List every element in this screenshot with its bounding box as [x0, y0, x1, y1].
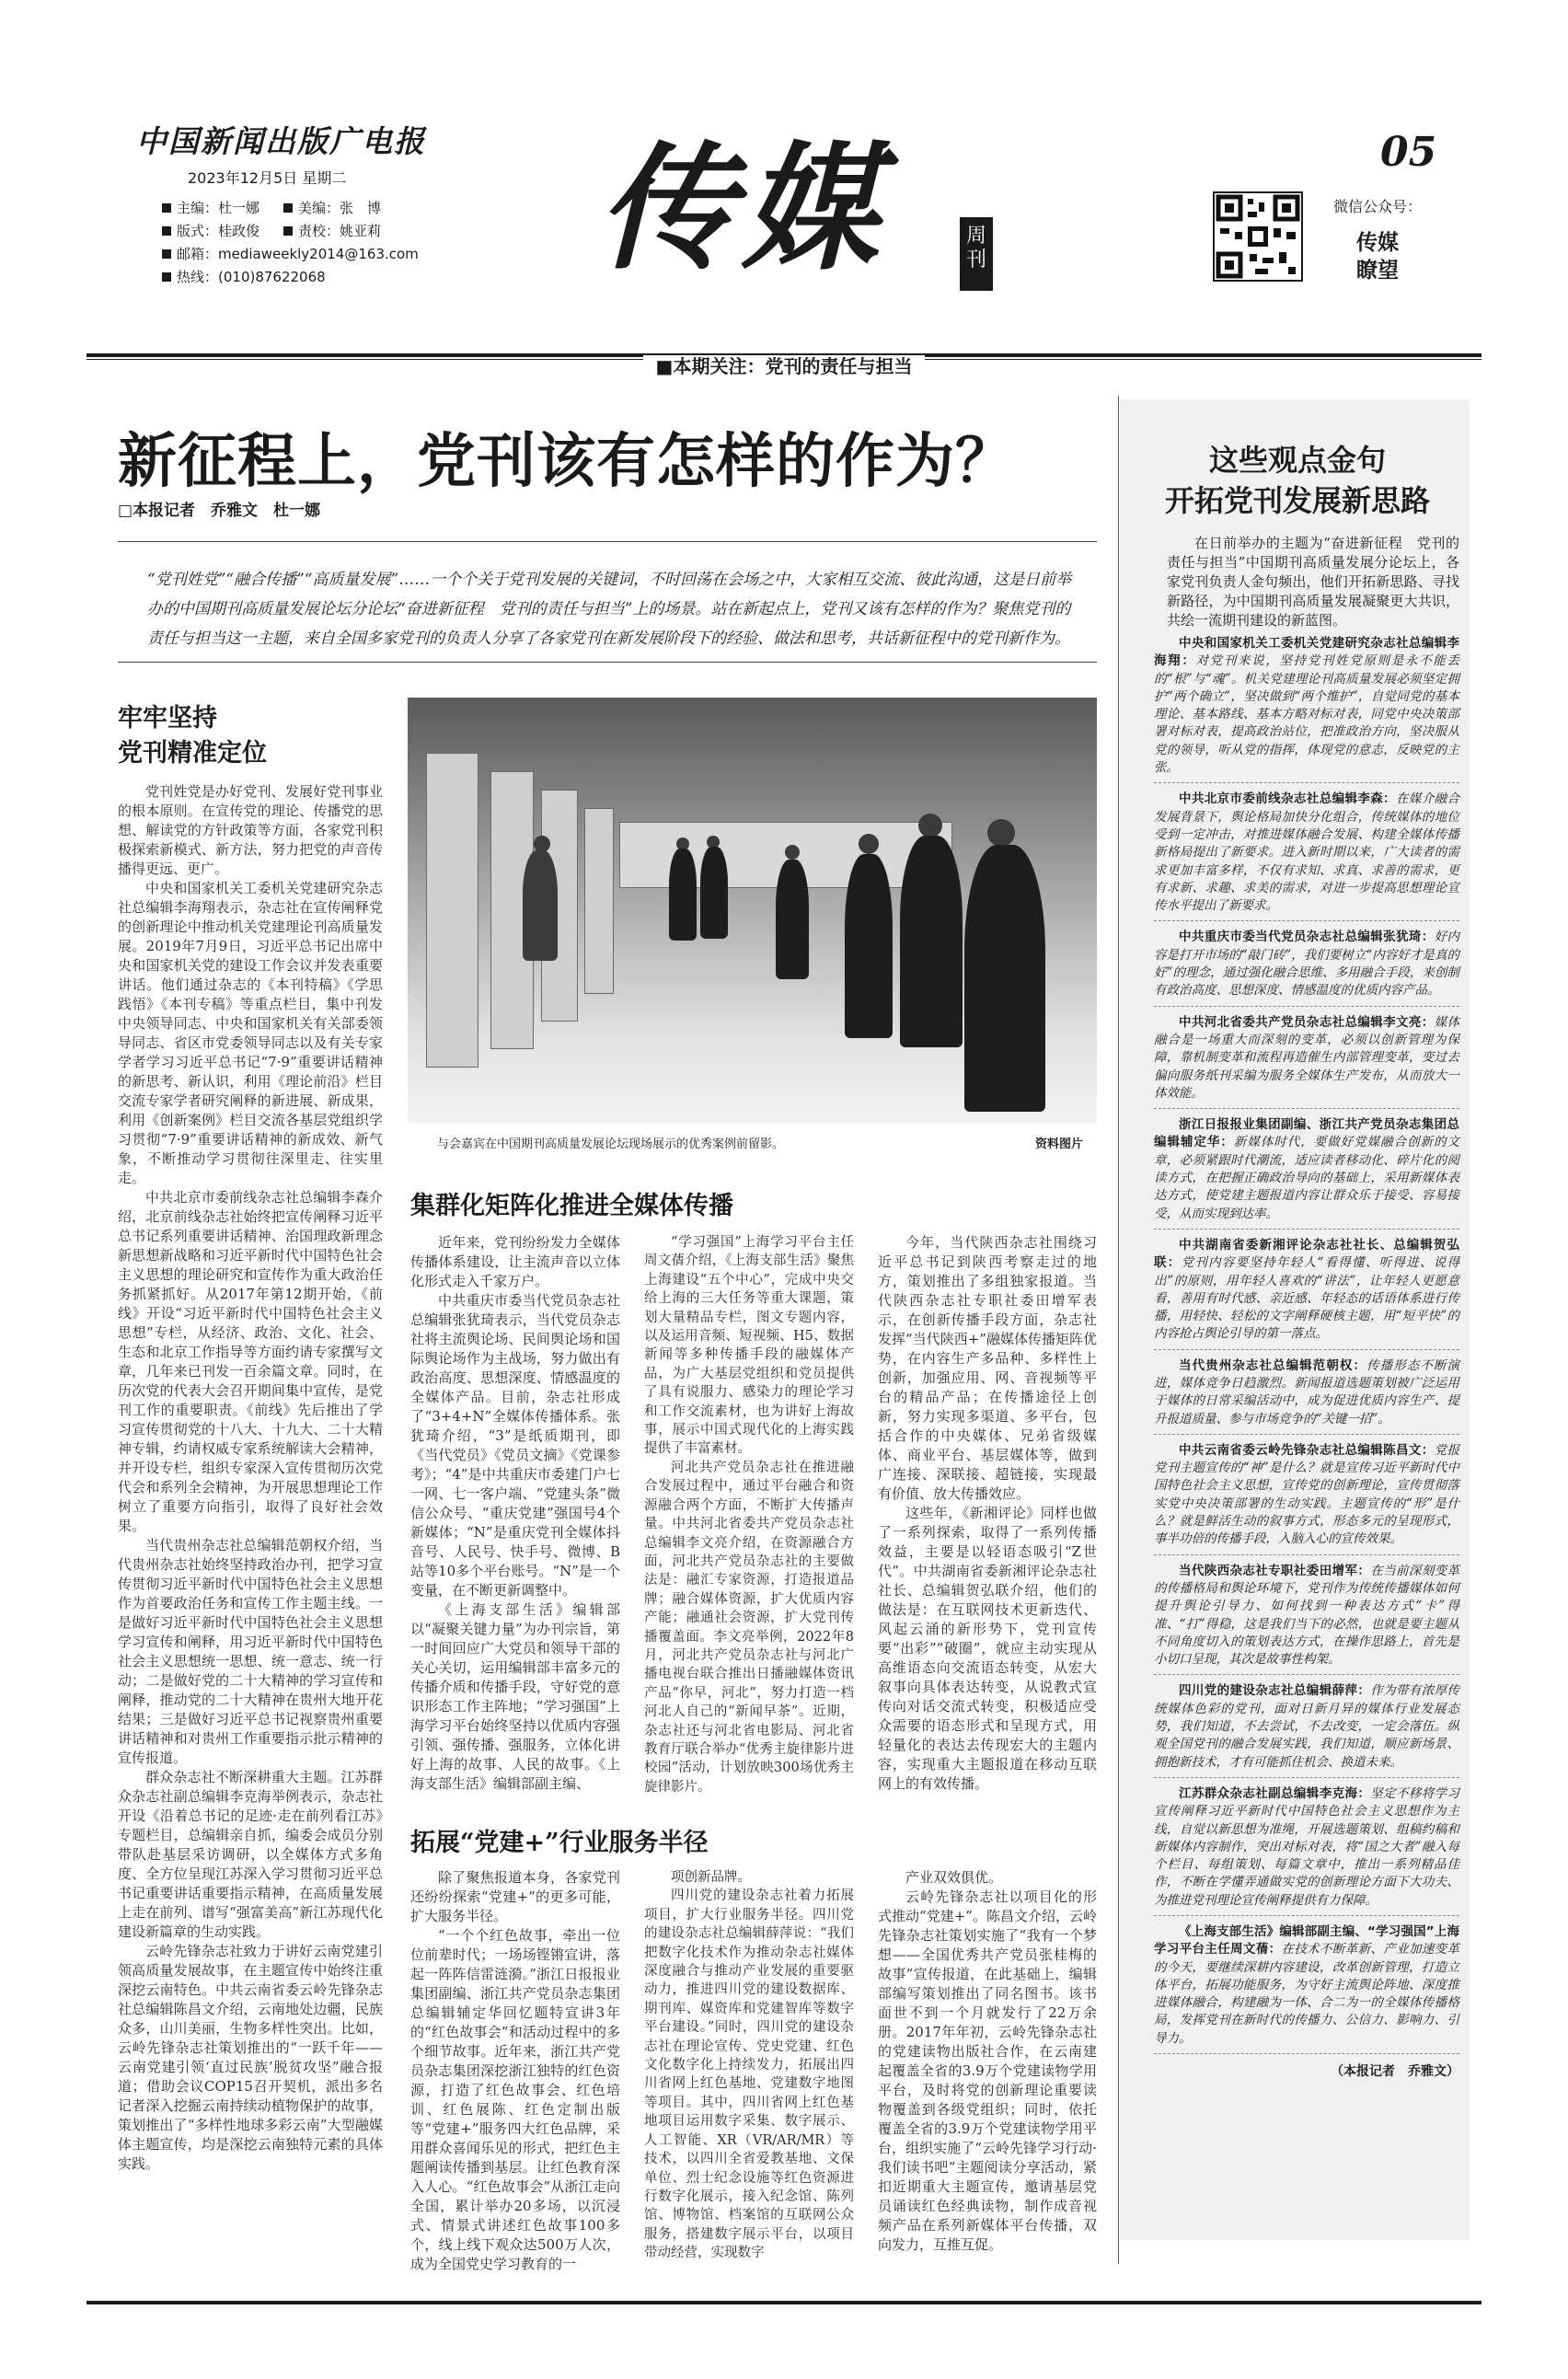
wechat-account	[1318, 195, 1437, 284]
footer-rule	[86, 2301, 1482, 2304]
sidebar-title	[1146, 440, 1449, 521]
quote-text: 坚定不移将学习宣传阐释习近平新时代中国特色社会主义思想作为主线，自觉以新思想为准绳，开展选题策划、组稿约稿和新媒体内容制作，突出对标对表，将“国之大者”融入每个栏目、每组策划、每篇文章中，推出一系列精品佳作，不断在学懂弄通做实党的创新理论方面下大功夫、为推进党刊理论宣传阐释提供有力保障。	[1154, 1785, 1460, 1908]
staff-entry	[162, 197, 259, 220]
paragraph: 中共重庆市委当代党员杂志社总编辑张犹琦表示，当代党员杂志社将主流舆论场、民间舆论场和国际舆论场作为主战场，努力做出有政治高度、思想深度、情感温度的全媒体产品。目前，杂志社形成了“3+4+N”全媒体传播体系。张犹琦介绍，“3”是纸质期刊，即《当代党员》《党员文摘》《党课参考》；“4”是中共重庆市委建门户七一网、七一客户端、“党建头条”微信公众号、“重庆党建”强国号4个新媒体；“N”是重庆党刊全媒体抖音号、人民号、快手号、微博、B站等10多个平台账号。“N”是一个变量，在不断更新调整中。	[410, 1292, 620, 1599]
paragraph: 云岭先锋杂志社致力于讲好云南党建引领高质量发展故事，在主题宣传中始终注重深挖云南特色。中共云南省委云岭先锋杂志社总编辑陈昌文介绍，云南地处边疆，民族众多，山川美丽，生物多样性突出。比如，云岭先锋杂志社策划推出的“一跃千年——云南党建引领‘直过民族’脱贫攻坚”融合报道；借助会议COP15召开契机，派出多名记者深入挖掘云南持续动植物保护的故事，策划推出了“多样性地球多彩云南”大型融媒体主题宣传，均是深挖云南独特元素的具体实践。	[118, 1943, 383, 2172]
paragraph: 云岭先锋杂志社以项目化的形式推动“党建+”。陈昌文介绍，云岭先锋杂志社策划实施了“我有一个梦想——全国优秀共产党员张桂梅的故事”宣传报道，在此基础上，编辑部编写策划推出了同名图书。该书面世不到一个月就发行了22万余册。2017年年初，云岭先锋杂志社的党建读物出版社合作，在云南建起覆盖全省的3.9万个党建读物学用平台，及时将党的创新理论重要读物覆盖到各级党组织；同时，依托覆盖全省的3.9万个党建读物学用平台，组织实施了“云岭先锋学习行动·我们读书吧”主题阅读分享活动，紧扣近期重大主题宣传，邀请基层党员诵读红色经典读物，制作成音视频产品在系列新媒体平台传播，双向发力，互推互促。	[878, 1888, 1097, 2253]
newspaper-brand: 中国新闻出版广电报	[136, 123, 426, 159]
weekly-badge: 周刊	[960, 217, 993, 291]
wechat-name-line: 瞭望	[1356, 259, 1399, 283]
section1-body	[118, 782, 383, 2282]
focus-banner-text: ■本期关注：党刊的责任与担当	[643, 355, 926, 377]
sidebar-quote	[1154, 1682, 1459, 1777]
section3-col3	[878, 1868, 1097, 2273]
paragraph: 河北共产党员杂志社在推进融合发展过程中，通过平台融合和资源融合两个方面，不断扩大传播声量。中共河北省委共产党员杂志社总编辑李文亮介绍，在资源融合方面，河北共产党员杂志社的主要做法是：融汇专家资源，打造报道品牌；融合媒体资源，扩大优质内容产能；融通社会资源，扩大党刊传播覆盖面。李文亮举例，2022年8月，河北共产党员杂志社与河北广播电视台联合推出日播融媒体资讯产品“你早，河北”，努力打造一档河北人自己的“新闻早茶”。近期，杂志社还与河北省电影局、河北省教育厅联合举办“优秀主旋律影片进校园”活动，计划放映300场优秀主旋律影片。	[644, 1460, 854, 1795]
section-heading-positioning-line: 党刊精准定位	[118, 739, 267, 768]
section2-col3	[878, 1233, 1097, 1804]
section3-col2	[644, 1868, 854, 2273]
quote-text: 在媒介融合发展背景下，舆论格局加快分化组合，传统媒体的地位受到一定冲击，对推进媒体融合发展、构建全媒体传播新格局提出了新要求。进入新时期以来，广大读者的需求更加丰富多样，不仅有求知、求真、求善的需求，更有求新、求趣、求美的需求，对进一步提高思想理论宣传水平提出了新要求。	[1154, 791, 1460, 914]
quote-speaker: 四川党的建设杂志社总编辑薛萍：	[1179, 1683, 1371, 1699]
sidebar-quote	[1154, 1442, 1459, 1555]
quote-speaker: 中央和国家机关工委机关党建研究杂志社总编辑李海翔：	[1154, 636, 1459, 669]
event-photo	[408, 698, 1097, 1123]
wechat-label: 微信公众号：	[1332, 198, 1422, 215]
article-byline: □本报记者 乔雅文 杜一娜	[118, 502, 321, 520]
paragraph: 《上海支部生活》编辑部以“凝聚关键力量”为办刊宗旨，第一时间回应广大党员和领导干部的关心关切，运用编辑部丰富多元的传播介质和传播手段，守好党的意识形态工作主阵地；“学习强国”上海学习平台始终坚持以优质内容强引领、强传播、强服务，立体化讲好上海的故事、人民的故事。《上海支部生活》编辑部副主编、	[410, 1601, 620, 1792]
paragraph: 中共北京市委前线杂志社总编辑李森介绍，北京前线杂志社始终把宣传阐释习近平总书记系列重要讲话精神、治国理政新理念新思想新战略和习近平新时代中国特色社会主义思想的理论研究和宣传作为重大政治任务抓紧抓好。从2017年第12期开始，《前线》开设“习近平新时代中国特色社会主义思想”专栏，从经济、政治、文化、社会、生态和北京工作指导等方面约请专家撰写文章，几年来已刊发一百余篇文章。同时，在历次党的代表大会召开期间集中宣传，是党刊工作的重要职责。《前线》先后推出了学习宣传贯彻党的十八大、十九大、二十大精神专辑，约请权威专家系统解读大会精神，并开设专栏，组织专家深入宣传贯彻历次党代会和系列全会精神，为开展思想理论工作树立了重要方向指引，取得了良好社会效果。	[118, 1189, 383, 1534]
staff-row	[162, 197, 440, 220]
wechat-name	[1318, 229, 1437, 284]
quote-speaker: 中共重庆市委当代党员杂志社总编辑张犹琦：	[1179, 930, 1435, 945]
sidebar-quote	[1154, 929, 1459, 1006]
paragraph: 产业双效俱优。	[905, 1869, 1003, 1886]
bullet-square-icon	[162, 272, 171, 282]
staff-text: 美编：张 博	[298, 200, 382, 216]
wechat-name-line: 传媒	[1356, 231, 1399, 255]
staff-text: 主编：杜一娜	[177, 200, 260, 216]
paragraph: 中央和国家机关工委机关党建研究杂志社总编辑李海翔表示，杂志社在宣传阐释党的创新理论中推动机关党建理论刊高质量发展。2019年7月9日，习近平总书记出席中央和国家机关党的建设工作会议并发表重要讲话。他们通过杂志的《本刊特稿》《学思践悟》《本刊专稿》等重点栏目，集中刊发中央领导同志、中央和国家机关有关部委领导同志、省区市党委领导同志以及有关专家学者学习习近平总书记“7·9”重要讲话精神的新思考、新认识，利用《理论前沿》栏目交流专家学者研究阐释的新进展、新成果，利用《创新案例》栏目交流各基层党组织学习贯彻“7·9”重要讲话精神的新成效、新气象，不断推动学习贯彻往深里走、往实里走。	[118, 880, 383, 1186]
staff-text: 责校：姚亚莉	[298, 223, 382, 239]
paragraph: 除了聚焦报道本身，各家党刊还纷纷探索“党建+”的更多可能，扩大服务半径。	[410, 1869, 620, 1924]
paragraph: “一个个红色故事，牵出一位位前辈时代；一场场铿锵宣讲，落起一阵阵信雷涟漪。”浙江日报报业集团副编、浙江共产党员杂志集团总编辑辅定华回忆题特宣讲3年的“红色故事会”和活动过程中的多个细节故事。近年来，浙江共产党员杂志集团深挖浙江独特的红色资源，打造了红色故事会、红色培训、红色展陈、红色定制出版等“党建+”服务四大红色品牌，采用群众喜闻乐见的形式，把红色主题阐读传播到基层。让红色教育深入人心。“红色故事会”从浙江走向全国，累计举办20多场，以沉浸式、情景式讲述红色故事100多个，线上线下观众达500万人次，成为全国党史学习教育的一	[410, 1927, 620, 2272]
quote-text: 新媒体时代，要做好党媒融合创新的文章，必须紧跟时代潮流，适应读者移动化、碎片化的阅读方式，在把握正确政治导向的基础上，采用新媒体表达方式，使党建主题报道内容让群众乐于接受、容易接受，从而实现到达率。	[1154, 1135, 1460, 1221]
quote-speaker: 当代贵州杂志社总编辑范朝权：	[1179, 1357, 1367, 1373]
article-headline: 新征程上，党刊该有怎样的作为？	[118, 427, 1015, 496]
quote-speaker: 《上海支部生活》编辑部副主编、“学习强国”上海学习平台主任周文蒨：	[1154, 1924, 1459, 1957]
section3-col1	[410, 1868, 620, 2273]
quote-speaker: 浙江日报报业集团副编、浙江共产党员杂志集团总编辑辅定华：	[1154, 1117, 1459, 1150]
staff-entry	[283, 197, 381, 220]
sidebar-quote	[1154, 791, 1459, 921]
quote-text: 传播形态不断演进，媒体竞争日趋激烈。新闻报道选题策划被广泛运用于媒体的日常采编活动中，成为促进优质内容生产、提升报道质量、参与市场竞争的“关键一招”。	[1154, 1357, 1460, 1426]
quote-speaker: 中共云南省委云岭先锋杂志社总编辑陈昌文：	[1179, 1442, 1435, 1458]
section-heading-party-building-plus: 拓展“党建+”行业服务半径	[410, 1829, 709, 1857]
sidebar-author: （本报记者 乔雅文）	[1331, 2064, 1459, 2080]
bullet-square-icon	[162, 203, 171, 213]
section-masthead-title: 传媒	[598, 128, 885, 288]
paragraph: 当代贵州杂志社总编辑范朝权介绍，当代贵州杂志社始终坚持政治办刊，把学习宣传贯彻习近平新时代中国特色社会主义思想作为首要政治任务和宣传工作主题主线。一是做好习近平新时代中国特色社会主义思想学习宣传和阐释，用习近平新时代中国特色社会主义思想统一思想、统一意志、统一行动；二是做好党的二十大精神的学习宣传和阐释，推动党的二十大精神在贵州大地开花结果；三是做好习近平总书记视察贵州重要讲话精神和对贵州工作重要指示批示精神的宣传报道。	[118, 1537, 383, 1766]
issue-date: 2023年12月5日 星期二	[188, 169, 347, 187]
quote-text: 在当前深刻变革的传播格局和舆论环境下，党刊作为传统传播媒体如何提升舆论引导力、如何找到一种表达方式“卡”得准、“打”得稳，这是我们当下的必然，也就是要主题从不同角度切入的策划表达方式，在操作思路上，首先是小切口呈现，其次是故事性构架。	[1154, 1563, 1460, 1668]
paragraph: 党刊姓党是办好党刊、发展好党刊事业的根本原则。在宣传党的理论、传播党的思想、解读党的方针政策等方面，各家党刊积极探索新模式、新方法，努力把党的声音传播得更远、更广。	[118, 783, 383, 877]
paragraph: 项创新品牌。	[671, 1870, 751, 1885]
sidebar-quote	[1154, 1785, 1459, 1916]
focus-banner	[0, 352, 1568, 378]
sidebar-title-line: 这些观点金句	[1208, 443, 1386, 478]
paragraph: 这些年，《新湘评论》同样也做了一系列探索，取得了一系列传播效益，主要是以轻语态吸引“Z世代”。中共湖南省委新湘评论杂志社社长、总编辑贺弘联介绍，他们的做法是：在互联网技术更新迭代、风起云涌的新形势下，党刊宣传要“出彩”“破圈”，就应主动实现从高维语态向交流语态转变，从宏大叙事向具体表达转变，从说教式宣传向对话交流式转变，积极适应受众需要的语态形式和呈现方式，用轻量化的表达去传现宏大的主题内容，实现重大主题报道在移动互联网上的有效传播。	[878, 1505, 1097, 1792]
sidebar-quote	[1154, 1563, 1459, 1676]
section2-col1	[410, 1233, 620, 1804]
photo-credit: 资料图片	[1035, 1138, 1084, 1151]
paragraph: 群众杂志社不断深耕重大主题。江苏群众杂志社副总编辑李克海举例表示，杂志社开设《沿着总书记的足迹·走在前列看江苏》专题栏目，总编辑亲自抓，编委会成员分别带队赴基层采访调研，以全媒体方式多角度、全方位呈现江苏深入学习贯彻习近平总书记重要讲话重要指示精神，在高质量发展上走在前列、谱写“强富美高”新江苏现代化建设新篇章的生动实践。	[118, 1769, 383, 1940]
sidebar-quote	[1154, 1923, 1459, 2054]
staff-entry	[162, 266, 326, 289]
quote-text: 好内容是打开市场的“敲门砖”，我们要树立“内容好才是真的好”的理念，通过强化融合思维、多用融合手段，来创制有政治高度、思想深度、情感温度的优质内容产品。	[1154, 930, 1460, 999]
quote-text: 媒体融合是一场重大而深刻的变革，必须以创新管理为保障，靠机制变革和流程再造催生内部管理变革，变过去偏向服务纸刊采编为服务全媒体生产发布，从而放大一体效能。	[1154, 1014, 1460, 1101]
paragraph: 今年，当代陕西杂志社围绕习近平总书记到陕西考察走过的地方，策划推出了多组独家报道。当代陕西杂志社专职社委田增军表示，在创新传播手段方面，杂志社发挥“当代陕西+”融媒体传播矩阵优势，在内容生产多品种、多样性上创新，加强应用、网、音视频等平台的精品产品；在传播途径上创新，努力实现多渠道、多平台，包括合作的中央媒体、兄弟省级媒体、商业平台、基层媒体等，做到广连接、深联接、超链接，实现最有价值、放大传播效应。	[878, 1234, 1097, 1502]
bullet-square-icon	[162, 226, 171, 236]
quote-speaker: 江苏群众杂志社副总编辑李克海：	[1179, 1785, 1371, 1801]
section-heading-media-matrix: 集群化矩阵化推进全媒体传播	[410, 1192, 733, 1220]
staff-row	[162, 266, 440, 289]
masthead-left	[136, 118, 440, 289]
paragraph: 四川党的建设杂志社着力拓展项目，扩大行业服务半径。四川党的建设杂志社总编辑薛萍说：“我们把数字化技术作为推动杂志社媒体深度融合与推动产业发展的重要驱动力，推进四川党的建设数据库、期刊库、媒资库和党建智库等数字平台建设。”同时，四川党的建设杂志社在理论宣传、党史党建、红色文化数字化上持续发力，拓展出四川省网上红色基地、党建数字地图等项目。其中，四川省网上红色基地项目运用数字采集、数字展示、人工智能、XR（VR/AR/MR）等技术，以四川全省爱教基地、文保单位、烈士纪念设施等红色资源进行数字化展示，接入纪念馆、陈列馆、博物馆、档案馆的互联网公众服务，搭建数字展示平台，以项目带动经营，实现数字	[644, 1888, 854, 2261]
quote-speaker: 中共湖南省委新湘评论杂志社社长、总编辑贺弘联：	[1154, 1237, 1459, 1271]
page-number: 05	[1380, 129, 1437, 176]
section2-col2	[644, 1233, 854, 1804]
staff-text: 版式：桂政俊	[177, 223, 260, 239]
paragraph: “学习强国”上海学习平台主任周文蒨介绍，《上海支部生活》聚焦上海建设“五个中心”，完成中央交给上海的三大任务等重大课题，策划大量精品专栏，图文专题内容，以及运用音频、短视频、H5、数据新闻等多种传播手段的融媒体产品，为广大基层党组织和党员提供了具有说服力、感染力的理论学习和工作交流素材，也为讲好上海故事，展示中国式现代化的上海实践提供了丰富素材。	[644, 1235, 854, 1457]
article-lead: “党刊姓党”“融合传播”“高质量发展”……一个个关于党刊发展的关键词，不时回荡在会场之中，大家相互交流、彼此沟通，这是日前举办的中国期刊高质量发展论坛分论坛“奋进新征程 党刊的责任与担当”上的场景。站在新起点上，党刊又该有怎样的作为？聚焦党刊的责任与担当这一主题，来自全国多家党刊的负责人分享了各家党刊在新发展阶段下的经验、做法和思考，共话新征程中的党刊新作为。	[147, 571, 1072, 648]
qr-code-icon[interactable]	[1213, 191, 1303, 282]
quote-text: 作为带有浓厚传统媒体色彩的党刊，面对日新月异的媒体行业发展态势，我们知道，不去尝试，不去改变，一定会落伍。纵观全国党刊的融合发展实践，我们知道，顺应新场景、拥抱新技术，才有可能抓住机会、换道未来。	[1154, 1683, 1460, 1770]
staff-list	[162, 197, 440, 289]
quote-text: 党报党刊主题宣传的“神”是什么？就是宣传习近平新时代中国特色社会主义思想，宣传党的创新理论，宣传贯彻落实党中央决策部署的生动实践。主题宣传的“形”是什么？就是鲜活生动的叙事方式，形态多元的呈现形式，事半功倍的传播手段，入脑入心的宣传效果。	[1154, 1442, 1460, 1547]
sidebar-quotes	[1154, 635, 1459, 2080]
qr-code-graphic	[1215, 193, 1301, 280]
staff-entry	[162, 220, 259, 243]
sidebar-quote	[1154, 1357, 1459, 1435]
photo-caption: 与会嘉宾在中国期刊高质量发展论坛现场展示的优秀案例前留影。	[437, 1138, 785, 1151]
bullet-square-icon	[162, 249, 171, 259]
sidebar-quote	[1154, 1237, 1459, 1350]
quote-text: 对党刊来说，坚持党刊姓党原则是永不能丢的“根”与“魂”。机关党建理论刊高质量发展必须坚定拥护“两个确立”，坚决做到“两个维护”，自觉同党的基本理论、基本路线、基本方略对标对表，同党中央决策部署对标对表，提高政治站位，把准政治方向，坚决服从党的领导，听从党的指挥，体现党的意志，反映党的主张。	[1154, 653, 1459, 776]
bullet-square-icon	[283, 203, 293, 213]
sidebar-intro: 在日前举办的主题为“奋进新征程 党刊的责任与担当”中国期刊高质量发展分论坛上，各家党刊负责人金句频出，他们开拓新思路、寻找新路径，为中国期刊高质量发展凝聚更大共识，共绘一流期刊建设的新蓝图。	[1167, 535, 1459, 629]
bullet-square-icon	[283, 226, 293, 236]
sidebar-quote	[1154, 1116, 1459, 1230]
staff-row	[162, 220, 440, 243]
staff-text: 邮箱：mediaweekly2014@163.com	[177, 246, 419, 262]
staff-text: 热线：(010)87622068	[177, 269, 326, 285]
paragraph: 近年来，党刊纷纷发力全媒体传播体系建设，让主流声音以立体化形式走入千家万户。	[410, 1234, 620, 1289]
sidebar-quote	[1154, 1014, 1459, 1109]
staff-entry	[162, 243, 419, 266]
section-heading-positioning	[118, 701, 267, 771]
sidebar-quote	[1154, 635, 1459, 783]
column-divider	[1118, 396, 1119, 2264]
quote-speaker: 当代陕西杂志社专职社委田增军：	[1179, 1563, 1371, 1578]
sidebar-title-line: 开拓党刊发展新思路	[1164, 483, 1430, 518]
quote-speaker: 中共北京市委前线杂志社总编辑李森：	[1179, 791, 1396, 807]
quote-speaker: 中共河北省委共产党员杂志社总编辑李文亮：	[1179, 1014, 1435, 1030]
staff-row	[162, 243, 440, 266]
quote-text: 党刊内容要坚持年轻人“看得懂、听得进、说得出”的原则，用年轻人喜欢的“讲法”，让年轻人更愿意看，善用有时代感、亲近感、年轻态的话语体系进行传播，用轻快、轻松的文字阐释硬核主题，用“短平快”的内容抢占舆论引导的第一落点。	[1154, 1255, 1460, 1342]
staff-entry	[283, 220, 381, 243]
quote-text: 在技术不断革新、产业加速变革的今天，要继续深耕内容建设，改革创新管理，打造立体平台，拓展功能服务，为守好主流舆论阵地、深度推进媒体融合，构建融为一体、合二为一的全媒体传播格局，发挥党刊在新时代的传播力、公信力、影响力、引导力。	[1154, 1942, 1460, 2046]
section-heading-positioning-line: 牢牢坚持	[118, 704, 217, 733]
